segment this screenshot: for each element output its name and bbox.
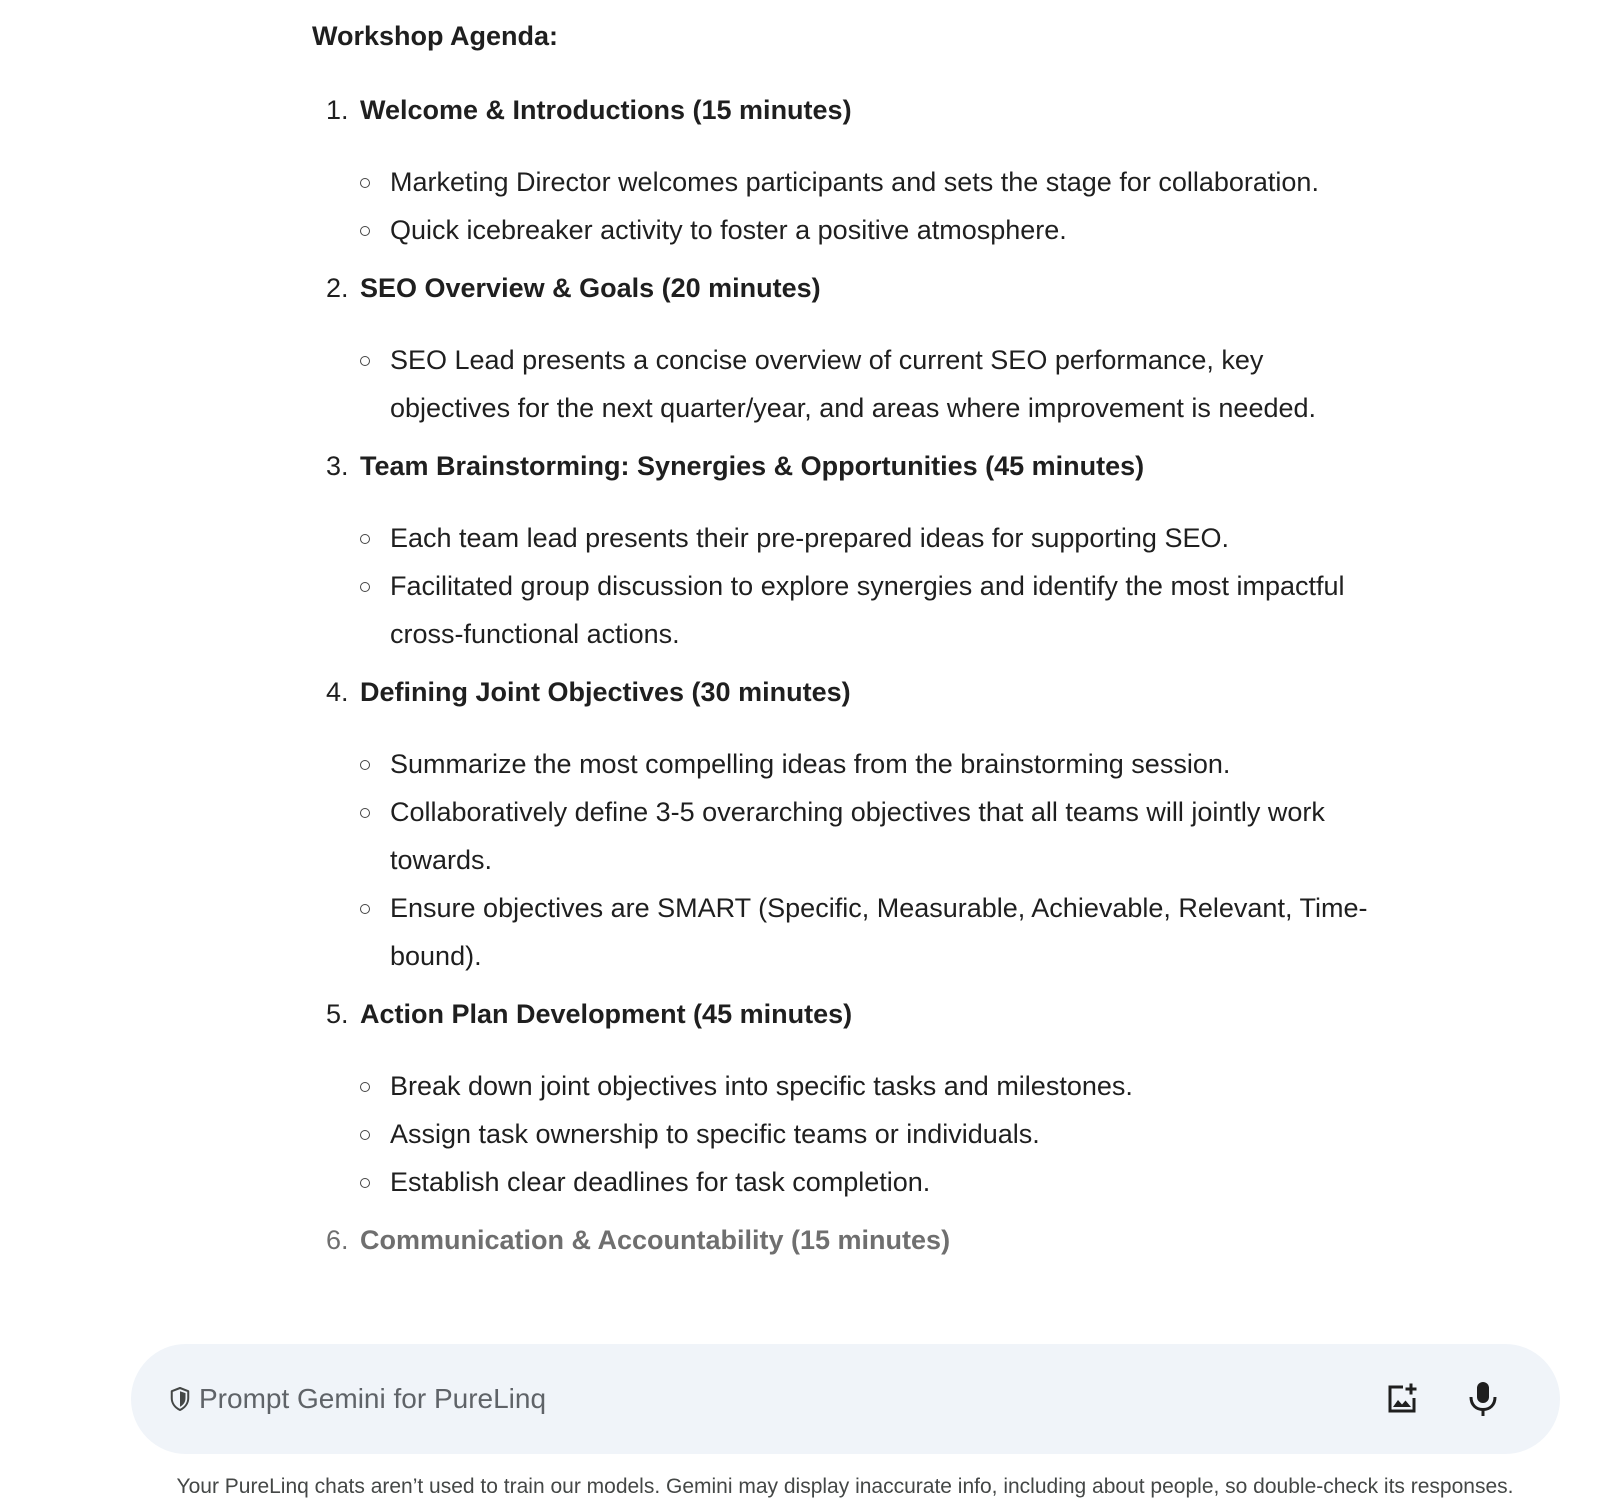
list-item: SEO Lead presents a concise overview of current SEO performance, key objectives for the next quarter/year, and areas where improvement is needed. bbox=[390, 336, 1390, 432]
model-response bbox=[312, 14, 1392, 1288]
section-number: 2. bbox=[326, 273, 349, 303]
agenda-section-heading bbox=[312, 994, 1392, 1034]
agenda-section-heading bbox=[312, 672, 1392, 712]
section-number: 4. bbox=[326, 677, 349, 707]
agenda-section-5 bbox=[312, 994, 1392, 1206]
list-item: Marketing Director welcomes participants and sets the stage for collaboration. bbox=[390, 158, 1390, 206]
section-title: Welcome & Introductions (15 minutes) bbox=[360, 95, 852, 125]
microphone-button[interactable] bbox=[1455, 1371, 1511, 1427]
list-item: Quick icebreaker activity to foster a positive atmosphere. bbox=[390, 206, 1390, 254]
bullet-list bbox=[312, 1062, 1392, 1206]
agenda-section-4 bbox=[312, 672, 1392, 980]
list-item: Facilitated group discussion to explore synergies and identify the most impactful cross-functional actions. bbox=[390, 562, 1390, 658]
list-item: Collaboratively define 3-5 overarching objectives that all teams will jointly work towards. bbox=[390, 788, 1390, 884]
list-item: Establish clear deadlines for task completion. bbox=[390, 1158, 1390, 1206]
section-title: Team Brainstorming: Synergies & Opportunities (45 minutes) bbox=[360, 451, 1145, 481]
agenda-section-6 bbox=[312, 1220, 1392, 1260]
prompt-composer bbox=[131, 1344, 1560, 1454]
section-title: Defining Joint Objectives (30 minutes) bbox=[360, 677, 851, 707]
section-number: 6. bbox=[326, 1225, 349, 1255]
list-item: Ensure objectives are SMART (Specific, Measurable, Achievable, Relevant, Time-bound). bbox=[390, 884, 1390, 980]
section-title: Action Plan Development (45 minutes) bbox=[360, 999, 853, 1029]
agenda-section-heading bbox=[312, 1220, 1392, 1260]
list-item: Assign task ownership to specific teams or individuals. bbox=[390, 1110, 1390, 1158]
prompt-input[interactable] bbox=[199, 1372, 1299, 1426]
list-item: Each team lead presents their pre-prepared ideas for supporting SEO. bbox=[390, 514, 1390, 562]
agenda-section-heading bbox=[312, 268, 1392, 308]
agenda-section-2 bbox=[312, 268, 1392, 432]
section-number: 1. bbox=[326, 95, 349, 125]
section-title: Communication & Accountability (15 minutes) bbox=[360, 1225, 951, 1255]
privacy-disclaimer: Your PureLinq chats aren’t used to train our models. Gemini may display inaccurate info, including about people, so double-check its responses. bbox=[176, 1475, 1514, 1498]
bullet-list bbox=[312, 740, 1392, 980]
bullet-list bbox=[312, 336, 1392, 432]
section-title: SEO Overview & Goals (20 minutes) bbox=[360, 273, 821, 303]
microphone-icon bbox=[1467, 1380, 1499, 1418]
bullet-list bbox=[312, 158, 1392, 254]
agenda-title: Workshop Agenda: bbox=[312, 21, 559, 51]
section-number: 3. bbox=[326, 451, 349, 481]
shield-icon bbox=[169, 1386, 191, 1412]
list-item: Break down joint objectives into specific tasks and milestones. bbox=[390, 1062, 1390, 1110]
add-image-button[interactable] bbox=[1374, 1371, 1430, 1427]
agenda-section-heading bbox=[312, 446, 1392, 486]
agenda-section-heading bbox=[312, 90, 1392, 130]
bullet-list bbox=[312, 514, 1392, 658]
agenda-section-3 bbox=[312, 446, 1392, 658]
section-number: 5. bbox=[326, 999, 349, 1029]
agenda-section-1 bbox=[312, 90, 1392, 254]
list-item: Summarize the most compelling ideas from the brainstorming session. bbox=[390, 740, 1390, 788]
add-image-icon bbox=[1384, 1381, 1420, 1417]
